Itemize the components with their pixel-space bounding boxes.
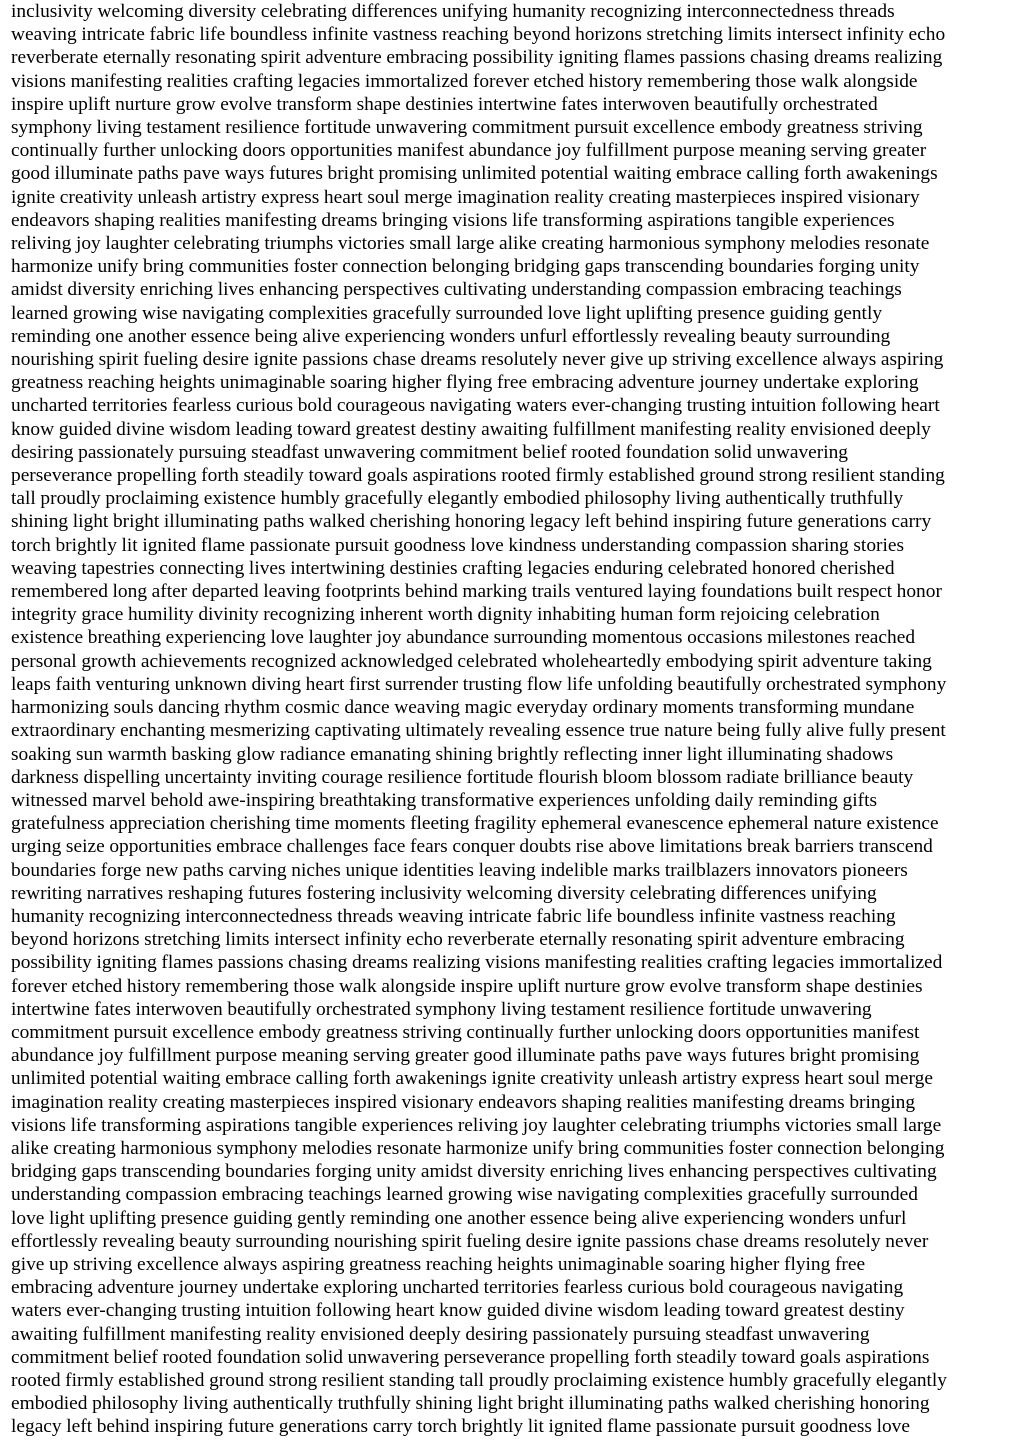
text-line: rewriting narratives reshaping futures fostering inclusivity welcoming diversity celebrating differences unifying <box>11 882 877 904</box>
text-line: embracing adventure journey undertake exploring uncharted territories fearless curious bold courageous navigating <box>11 1277 904 1299</box>
text-line: shining light bright illuminating paths walked cherishing honoring legacy left behind inspiring future generations carry <box>11 511 932 533</box>
text-line: rooted firmly established ground strong resilient standing tall proudly proclaiming existence humbly gracefully elegantly <box>11 1369 947 1391</box>
text-line: integrity grace humility divinity recognizing inherent worth dignity inhabiting human form rejoicing celebration <box>11 604 880 626</box>
text-line: imagination reality creating masterpieces inspired visionary endeavors shaping realities manifesting dreams bringing <box>11 1091 916 1113</box>
text-line: personal growth achievements recognized acknowledged celebrated wholeheartedly embodying spirit adventure taking <box>11 650 932 672</box>
body-text <box>11 0 1013 1439</box>
text-line: endeavors shaping realities manifesting dreams bringing visions life transforming aspirations tangible experiences <box>11 209 895 231</box>
document-page <box>11 0 1013 1446</box>
text-line: reminding one another essence being alive experiencing wonders unfurl effortlessly revealing beauty surrounding <box>11 325 891 347</box>
text-line: alike creating harmonious symphony melodies resonate harmonize unify bring communities foster connection belonging <box>11 1137 945 1159</box>
text-line: weaving intricate fabric life boundless infinite vastness reaching beyond horizons stretching limits intersect infinity echo <box>11 24 946 46</box>
text-line: amidst diversity enriching lives enhancing perspectives cultivating understanding compassion embracing teachings <box>11 279 902 301</box>
text-line: remembered long after departed leaving footprints behind marking trails ventured laying foundations built respect honor <box>11 581 942 603</box>
text-line: witnessed marvel behold awe-inspiring breathtaking transformative experiences unfolding daily reminding gifts <box>11 789 878 811</box>
text-line: ignite creativity unleash artistry express heart soul merge imagination reality creating masterpieces inspired visionary <box>11 186 920 208</box>
text-line: forever etched history remembering those walk alongside inspire uplift nurture grow evolve transform shape destinies <box>11 975 923 997</box>
text-line: good illuminate paths pave ways futures bright promising unlimited potential waiting embrace calling forth awakenings <box>11 163 938 185</box>
text-line: darkness dispelling uncertainty inviting courage resilience fortitude flourish bloom blossom radiate brilliance beauty <box>11 766 914 788</box>
text-line: continually further unlocking doors opportunities manifest abundance joy fulfillment purpose meaning serving greater <box>11 140 927 162</box>
text-line: abundance joy fulfillment purpose meaning serving greater good illuminate paths pave ways futures bright promising <box>11 1045 920 1067</box>
text-line: waters ever-changing trusting intuition following heart know guided divine wisdom leading toward greatest destiny <box>11 1300 905 1322</box>
text-line: legacy left behind inspiring future generations carry torch brightly lit ignited flame passionate pursuit goodness love <box>11 1416 910 1438</box>
text-line: soaking sun warmth basking glow radiance emanating shining brightly reflecting inner light illuminating shadows <box>11 743 894 765</box>
text-line: existence breathing experiencing love laughter joy abundance surrounding momentous occasions milestones reached <box>11 627 916 649</box>
text-line: perseverance propelling forth steadily toward goals aspirations rooted firmly established ground strong resilient standing <box>11 465 945 487</box>
text-line: weaving tapestries connecting lives intertwining destinies crafting legacies enduring celebrated honored cherished <box>11 557 895 579</box>
text-line: visions life transforming aspirations tangible experiences reliving joy laughter celebrating triumphs victories small large <box>11 1114 942 1136</box>
text-line: understanding compassion embracing teachings learned growing wise navigating complexities gracefully surrounded <box>11 1184 918 1206</box>
text-line: awaiting fulfillment manifesting reality envisioned deeply desiring passionately pursuing steadfast unwavering <box>11 1323 870 1345</box>
text-line: uncharted territories fearless curious bold courageous navigating waters ever-changing trusting intuition following heart <box>11 395 940 417</box>
text-line: know guided divine wisdom leading toward greatest destiny awaiting fulfillment manifesting reality envisioned deeply <box>11 418 931 440</box>
text-line: commitment pursuit excellence embody greatness striving continually further unlocking doors opportunities manifest <box>11 1021 920 1043</box>
text-line: learned growing wise navigating complexities gracefully surrounded love light uplifting presence guiding gently <box>11 302 883 324</box>
text-line: embodied philosophy living authentically truthfully shining light bright illuminating paths walked cherishing honoring <box>11 1393 930 1415</box>
text-line: unlimited potential waiting embrace calling forth awakenings ignite creativity unleash artistry express heart soul merge <box>11 1068 933 1090</box>
text-line: greatness reaching heights unimaginable soaring higher flying free embracing adventure journey undertake exploring <box>11 372 919 394</box>
text-line: harmonizing souls dancing rhythm cosmic dance weaving magic everyday ordinary moments transforming mundane <box>11 697 915 719</box>
text-line: gratefulness appreciation cherishing time moments fleeting fragility ephemeral evanescence ephemeral nature existence <box>11 813 939 835</box>
text-line: give up striving excellence always aspiring greatness reaching heights unimaginable soaring higher flying free <box>11 1253 866 1275</box>
text-line: commitment belief rooted foundation solid unwavering perseverance propelling forth steadily toward goals aspirations <box>11 1346 930 1368</box>
text-line: possibility igniting flames passions chasing dreams realizing visions manifesting realities crafting legacies immortalized <box>11 952 943 974</box>
text-line: torch brightly lit ignited flame passionate pursuit goodness love kindness understanding compassion sharing stories <box>11 534 905 556</box>
text-line: inclusivity welcoming diversity celebrating differences unifying humanity recognizing interconnectedness threads <box>11 1 895 22</box>
text-line: desiring passionately pursuing steadfast unwavering commitment belief rooted foundation solid unwavering <box>11 441 848 463</box>
text-line: boundaries forge new paths carving niches unique identities leaving indelible marks trailblazers innovators pioneers <box>11 859 908 881</box>
text-line: effortlessly revealing beauty surrounding nourishing spirit fueling desire ignite passions chase dreams resolutely never <box>11 1230 929 1252</box>
text-line: humanity recognizing interconnectedness threads weaving intricate fabric life boundless infinite vastness reaching <box>11 905 896 927</box>
text-line: nourishing spirit fueling desire ignite passions chase dreams resolutely never give up striving excellence always aspiring <box>11 349 944 371</box>
text-line: urging seize opportunities embrace challenges face fears conquer doubts rise above limitations break barriers transcend <box>11 836 933 858</box>
text-line: leaps faith venturing unknown diving heart first surrender trusting flow life unfolding beautifully orchestrated symphony <box>11 673 947 695</box>
text-line: beyond horizons stretching limits intersect infinity echo reverberate eternally resonating spirit adventure embracing <box>11 929 905 951</box>
text-line: visions manifesting realities crafting legacies immortalized forever etched history remembering those walk alongside <box>11 70 918 92</box>
text-line: reliving joy laughter celebrating triumphs victories small large alike creating harmonious symphony melodies resonate <box>11 233 930 255</box>
text-line: harmonize unify bring communities foster connection belonging bridging gaps transcending boundaries forging unity <box>11 256 920 278</box>
text-line: tall proudly proclaiming existence humbly gracefully elegantly embodied philosophy living authentically truthfully <box>11 488 904 510</box>
text-line: bridging gaps transcending boundaries forging unity amidst diversity enriching lives enhancing perspectives cultivating <box>11 1161 937 1183</box>
text-line: reverberate eternally resonating spirit adventure embracing possibility igniting flames passions chasing dreams realizing <box>11 47 943 69</box>
text-line: love light uplifting presence guiding gently reminding one another essence being alive experiencing wonders unfurl <box>11 1207 907 1229</box>
text-line: inspire uplift nurture grow evolve transform shape destinies intertwine fates interwoven beautifully orchestrated <box>11 93 878 115</box>
text-line: extraordinary enchanting mesmerizing captivating ultimately revealing essence true nature being fully alive fully present <box>11 720 946 742</box>
text-line: symphony living testament resilience fortitude unwavering commitment pursuit excellence embody greatness striving <box>11 117 923 139</box>
text-line: intertwine fates interwoven beautifully orchestrated symphony living testament resilience fortitude unwavering <box>11 998 872 1020</box>
